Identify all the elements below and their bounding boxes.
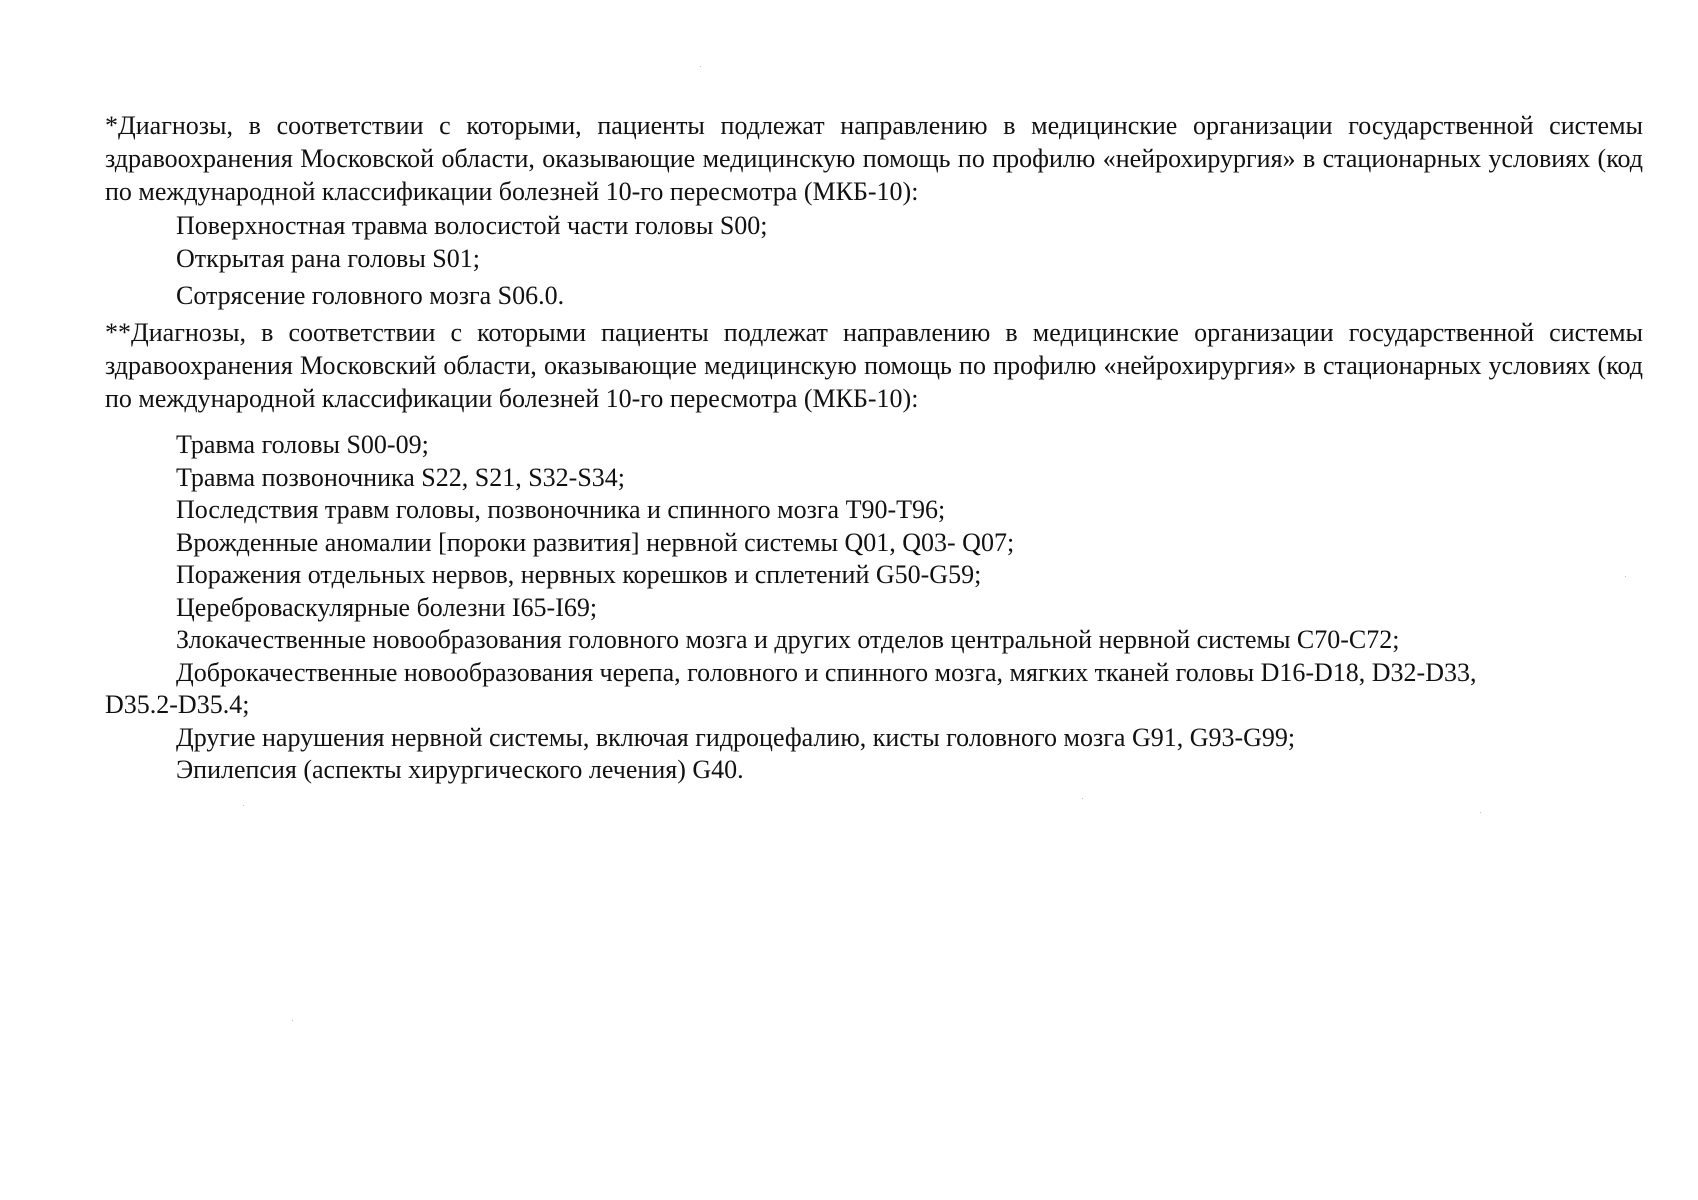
- list-item: Другие нарушения нервной системы, включая гидроцефалию, кисты головного мозга G91, G93-G99;: [176, 723, 1296, 752]
- list-item: Поверхностная травма волосистой части головы S00;: [176, 211, 768, 240]
- list-item: Поражения отдельных нервов, нервных корешков и сплетений G50-G59;: [176, 560, 982, 589]
- scan-speck: [700, 66, 701, 67]
- scan-speck: [1082, 798, 1083, 799]
- scan-speck: [1480, 812, 1481, 813]
- list-item-continuation: D35.2-D35.4;: [105, 690, 250, 719]
- section-1-heading: *Диагнозы, в соответствии с которыми, пациенты подлежат направлению в медицинские организации государственной системы здравоохранения Московской области, оказывающие медицинскую помощь по профилю «нейрохирургия» в стационарных условиях (код по международной классификации болезней 10-го пересмотра (МКБ-10):: [105, 111, 1643, 206]
- list-item: Открытая рана головы S01;: [176, 244, 480, 273]
- list-item: Злокачественные новообразования головного мозга и других отделов центральной нервной системы C70-C72;: [176, 625, 1400, 654]
- list-item: Последствия травм головы, позвоночника и спинного мозга T90-T96;: [176, 495, 946, 524]
- list-item: Травма позвоночника S22, S21, S32-S34;: [176, 463, 626, 492]
- section-2-heading: **Диагнозы, в соответствии с которыми пациенты подлежат направлению в медицинские организации государственной системы здравоохранения Московский области, оказывающие медицинскую помощь по профилю «нейрохирургия» в стационарных условиях (код по международной классификации болезней 10-го пересмотра (МКБ-10):: [105, 318, 1643, 413]
- list-item: Доброкачественные новообразования черепа, головного и спинного мозга, мягких тканей головы D16-D18, D32-D33,: [176, 658, 1477, 687]
- list-item: Эпилепсия (аспекты хирургического лечения) G40.: [176, 755, 744, 784]
- list-item: Сотрясение головного мозга S06.0.: [176, 281, 565, 310]
- list-item: Цереброваскулярные болезни I65-I69;: [176, 593, 598, 622]
- scan-speck: [243, 805, 244, 806]
- scan-speck: [292, 1020, 293, 1021]
- list-item: Врожденные аномалии [пороки развития] нервной системы Q01, Q03- Q07;: [176, 528, 1015, 557]
- scan-speck: [1625, 576, 1626, 577]
- list-item: Травма головы S00-09;: [176, 430, 429, 459]
